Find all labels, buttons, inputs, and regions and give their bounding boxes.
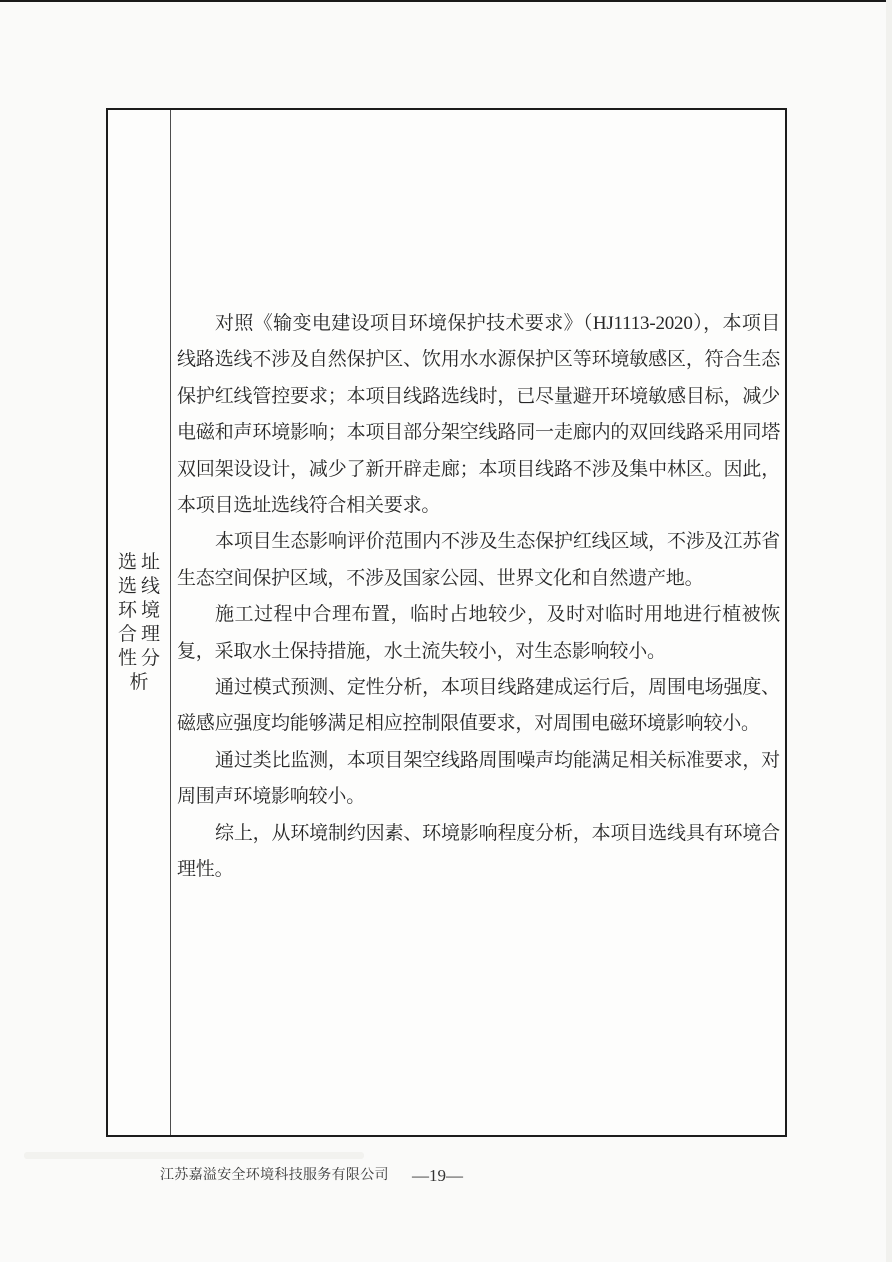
row-header-cell (108, 110, 171, 1135)
row-header-line: 选址 (117, 551, 164, 573)
footer-company-name: 江苏嘉溢安全环境科技服务有限公司 (160, 1168, 389, 1183)
row-header-line: 析 (129, 671, 153, 693)
scan-right-edge-artifact (886, 0, 892, 1262)
analysis-paragraph: 施工过程中合理布置，临时占地较少，及时对临时用地进行植被恢复，采取水土保持措施，水土流失较小，对生态影响较小。 (177, 604, 780, 662)
analysis-paragraph: 综上，从环境制约因素、环境影响程度分析，本项目选线具有环境合理性。 (177, 822, 780, 881)
analysis-content-cell (171, 110, 785, 1135)
analysis-paragraph: 通过类比监测，本项目架空线路周围噪声均能满足相关标准要求，对周围声环境影响较小。 (177, 749, 780, 808)
row-header-line: 环境 (117, 599, 164, 621)
row-header-line: 性分 (117, 647, 164, 669)
analysis-paragraph: 通过模式预测、定性分析，本项目线路建成运行后，周围电场强度、磁感应强度均能够满足相应控制限值要求，对周围电磁环境影响较小。 (177, 677, 780, 735)
footer-page-number: —19— (412, 1166, 463, 1185)
scan-top-edge-artifact (0, 0, 892, 2)
row-header-line: 选线 (117, 575, 164, 597)
scan-noise-artifact (24, 1152, 364, 1159)
analysis-paragraph: 对照《输变电建设项目环境保护技术要求》（HJ1113-2020），本项目线路选线不涉及自然保护区、饮用水水源保护区等环境敏感区，符合生态保护红线管控要求；本项目线路选线时，已尽量避开环境敏感目标，减少电磁和声环境影响；本项目部分架空线路同一走廊内的双回线路采用同塔双回架设设计，减少了新开辟走廊；本项目线路不涉及集中林区。因此，本项目选址选线符合相关要求。 (177, 313, 780, 517)
rationality-table (106, 108, 787, 1137)
analysis-paragraph: 本项目生态影响评价范围内不涉及生态保护红线区域，不涉及江苏省生态空间保护区域，不涉及国家公园、世界文化和自然遗产地。 (177, 531, 780, 589)
row-header-line: 合理 (117, 623, 164, 645)
